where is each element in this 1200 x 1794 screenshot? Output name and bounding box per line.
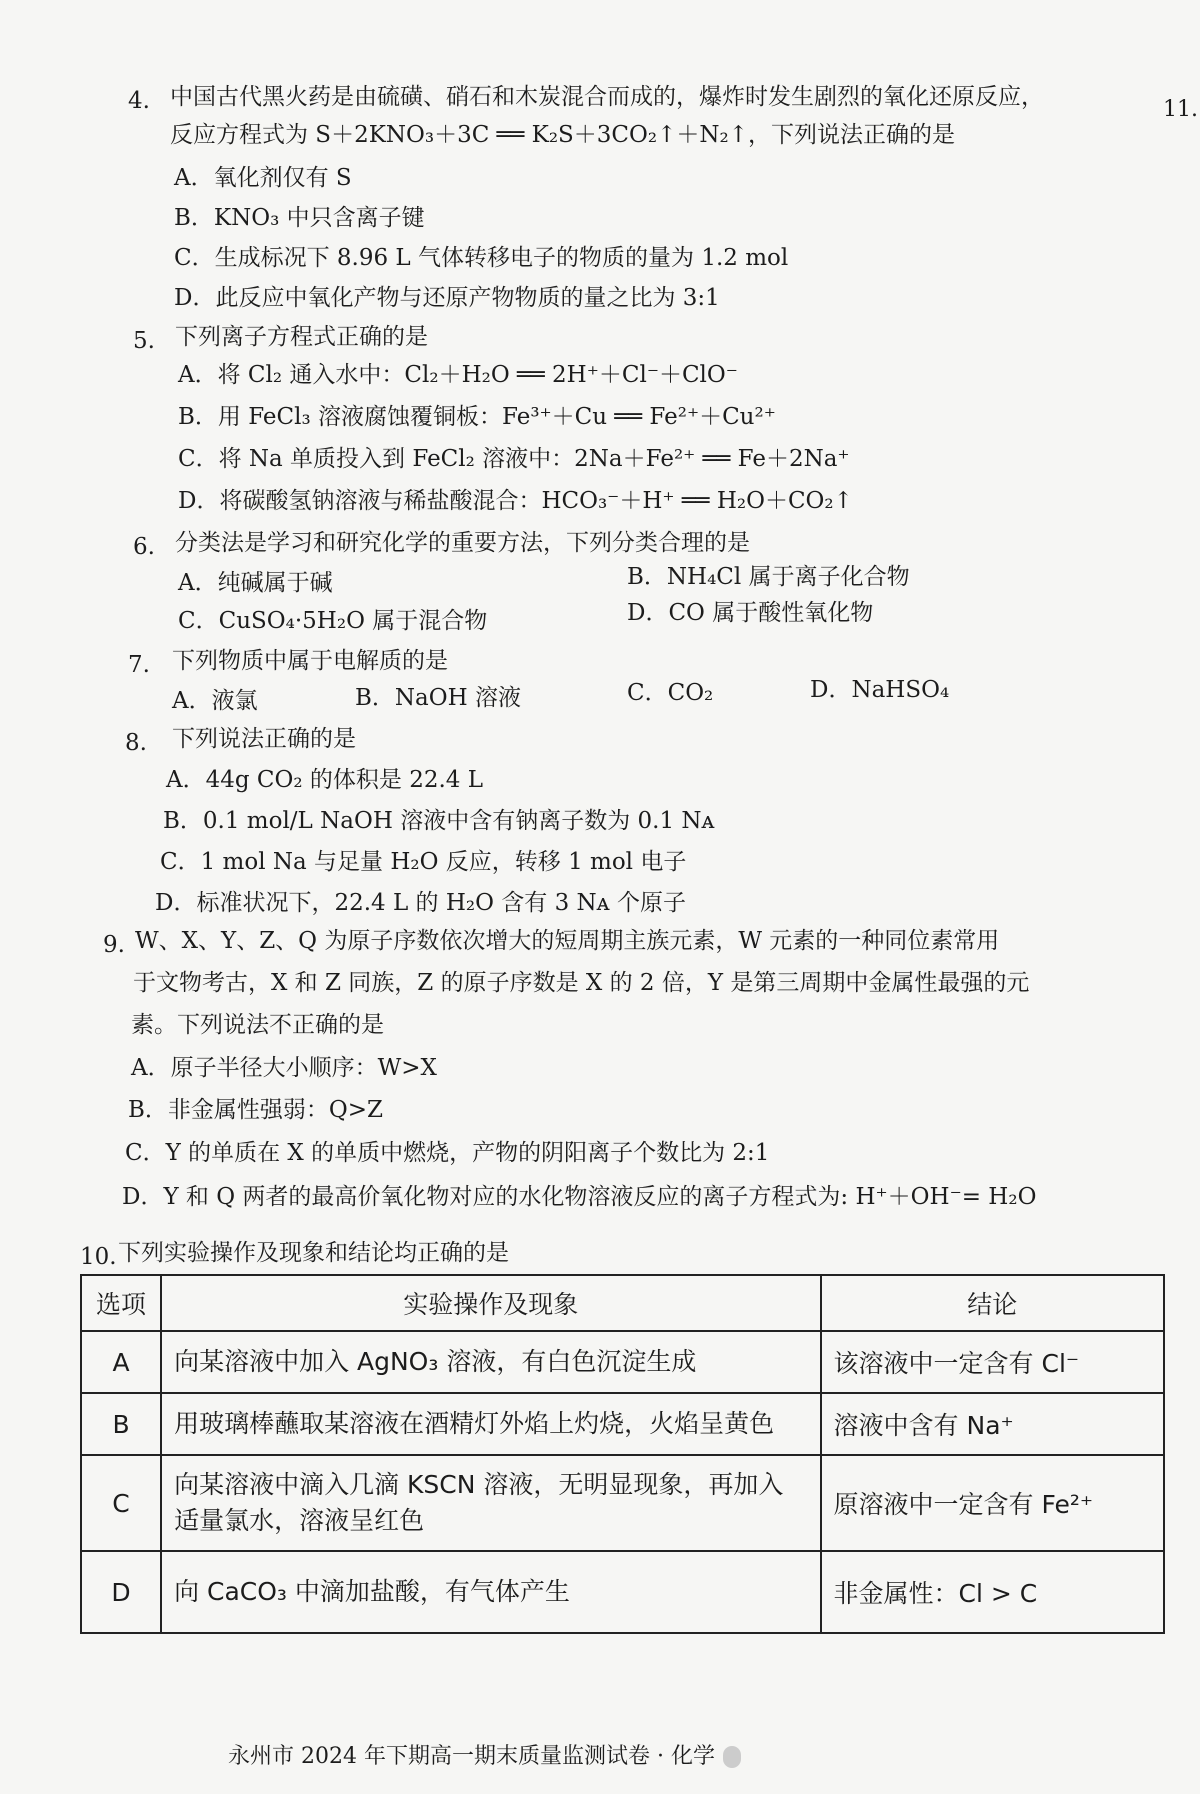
table-row <box>81 1393 1164 1455</box>
table-cell-operation: 向某溶液中滴入几滴 KSCN 溶液，无明显现象，再加入适量氯水，溶液呈红色 <box>161 1455 820 1551</box>
footer-text: 永州市 2024 年下期高一期末质量监测试卷 · 化学 <box>228 1744 715 1769</box>
question-4-option-c: C．生成标况下 8.96 L 气体转移电子的物质的量为 1.2 mol <box>174 245 789 271</box>
table-header-conclusion: 结论 <box>821 1275 1164 1331</box>
table-row <box>81 1455 1164 1551</box>
table-cell-conclusion: 该溶液中一定含有 Cl⁻ <box>821 1331 1164 1393</box>
question-7-option-a: A．液氯 <box>172 688 258 714</box>
question-6-option-c: C．CuSO₄·5H₂O 属于混合物 <box>178 608 488 634</box>
question-4-option-d: D．此反应中氧化产物与还原产物物质的量之比为 3:1 <box>174 285 720 311</box>
table-header-operation: 实验操作及现象 <box>161 1275 820 1331</box>
question-7-option-b: B．NaOH 溶液 <box>355 685 521 711</box>
table-header-row <box>81 1275 1164 1331</box>
question-10-number: 10. <box>80 1244 117 1270</box>
question-5-stem: 下列离子方程式正确的是 <box>175 324 428 350</box>
question-8-option-d: D．标准状况下，22.4 L 的 H₂O 含有 3 Nᴀ 个原子 <box>155 890 686 916</box>
question-6-option-b: B．NH₄Cl 属于离子化合物 <box>627 564 910 590</box>
table-cell-operation: 用玻璃棒蘸取某溶液在酒精灯外焰上灼烧，火焰呈黄色 <box>161 1393 820 1455</box>
question-5-option-d: D．将碳酸氢钠溶液与稀盐酸混合：HCO₃⁻＋H⁺ ══ H₂O＋CO₂↑ <box>178 488 853 514</box>
question-6-option-d: D．CO 属于酸性氧化物 <box>627 600 874 626</box>
question-9-option-a: A．原子半径大小顺序：W>X <box>131 1055 437 1081</box>
table-cell-operation: 向 CaCO₃ 中滴加盐酸，有气体产生 <box>161 1551 820 1633</box>
question-9-stem-line-1: W、X、Y、Z、Q 为原子序数依次增大的短周期主族元素，W 元素的一种同位素常用 <box>135 928 1000 954</box>
table-cell-operation: 向某溶液中加入 AgNO₃ 溶液，有白色沉淀生成 <box>161 1331 820 1393</box>
table-header-option: 选项 <box>81 1275 161 1331</box>
table-cell-option: A <box>81 1331 161 1393</box>
page-footer <box>228 1739 741 1770</box>
question-8-option-c: C．1 mol Na 与足量 H₂O 反应，转移 1 mol 电子 <box>160 849 687 875</box>
question-4-option-a: A．氧化剂仅有 S <box>174 165 352 191</box>
table-cell-conclusion: 溶液中含有 Na⁺ <box>821 1393 1164 1455</box>
experiment-table <box>80 1274 1165 1634</box>
question-10-stem: 下列实验操作及现象和结论均正确的是 <box>118 1240 509 1266</box>
footer-page-mark <box>723 1746 741 1768</box>
question-4-number: 4. <box>128 88 150 114</box>
question-9-stem-line-2: 于文物考古，X 和 Z 同族，Z 的原子序数是 X 的 2 倍，Y 是第三周期中金属性最强的元 <box>133 970 1030 996</box>
question-9-option-c: C．Y 的单质在 X 的单质中燃烧，产物的阴阳离子个数比为 2:1 <box>125 1140 770 1166</box>
table-cell-option: C <box>81 1455 161 1551</box>
question-9-stem-line-3: 素。下列说法不正确的是 <box>131 1012 384 1038</box>
question-8-option-a: A．44g CO₂ 的体积是 22.4 L <box>166 767 484 793</box>
question-5-number: 5. <box>133 328 155 354</box>
table-row <box>81 1331 1164 1393</box>
corner-mark: 11. <box>1163 97 1198 122</box>
table-cell-option: D <box>81 1551 161 1633</box>
question-4-option-b: B．KNO₃ 中只含离子键 <box>174 205 425 231</box>
question-9-option-b: B．非金属性强弱：Q>Z <box>128 1097 384 1123</box>
question-8-option-b: B．0.1 mol/L NaOH 溶液中含有钠离子数为 0.1 Nᴀ <box>163 808 715 834</box>
question-7-option-c: C．CO₂ <box>627 680 714 706</box>
question-6-option-a: A．纯碱属于碱 <box>178 570 333 596</box>
question-6-stem: 分类法是学习和研究化学的重要方法，下列分类合理的是 <box>175 530 750 556</box>
question-5-option-a: A．将 Cl₂ 通入水中：Cl₂＋H₂O ══ 2H⁺＋Cl⁻＋ClO⁻ <box>178 362 738 388</box>
question-9-number: 9. <box>103 932 125 958</box>
question-9-option-d: D．Y 和 Q 两者的最高价氧化物对应的水化物溶液反应的离子方程式为: H⁺＋OH⁻= H₂O <box>122 1184 1037 1210</box>
question-8-number: 8. <box>125 730 147 756</box>
question-7-stem: 下列物质中属于电解质的是 <box>172 648 448 674</box>
question-4-stem-line-1: 中国古代黑火药是由硫磺、硝石和木炭混合而成的，爆炸时发生剧烈的氧化还原反应， <box>170 84 1044 110</box>
question-5-option-b: B．用 FeCl₃ 溶液腐蚀覆铜板：Fe³⁺＋Cu ══ Fe²⁺＋Cu²⁺ <box>178 404 776 430</box>
table-row <box>81 1551 1164 1633</box>
question-7-number: 7. <box>128 652 150 678</box>
question-6-number: 6. <box>133 534 155 560</box>
question-7-option-d: D．NaHSO₄ <box>810 677 950 703</box>
question-8-stem: 下列说法正确的是 <box>172 726 356 752</box>
table-cell-option: B <box>81 1393 161 1455</box>
question-5-option-c: C．将 Na 单质投入到 FeCl₂ 溶液中：2Na＋Fe²⁺ ══ Fe＋2Na⁺ <box>178 446 850 472</box>
table-cell-conclusion: 原溶液中一定含有 Fe²⁺ <box>821 1455 1164 1551</box>
question-4-stem-line-2: 反应方程式为 S＋2KNO₃＋3C ══ K₂S＋3CO₂↑＋N₂↑，下列说法正确的是 <box>170 122 955 148</box>
table-cell-conclusion: 非金属性：Cl > C <box>821 1551 1164 1633</box>
